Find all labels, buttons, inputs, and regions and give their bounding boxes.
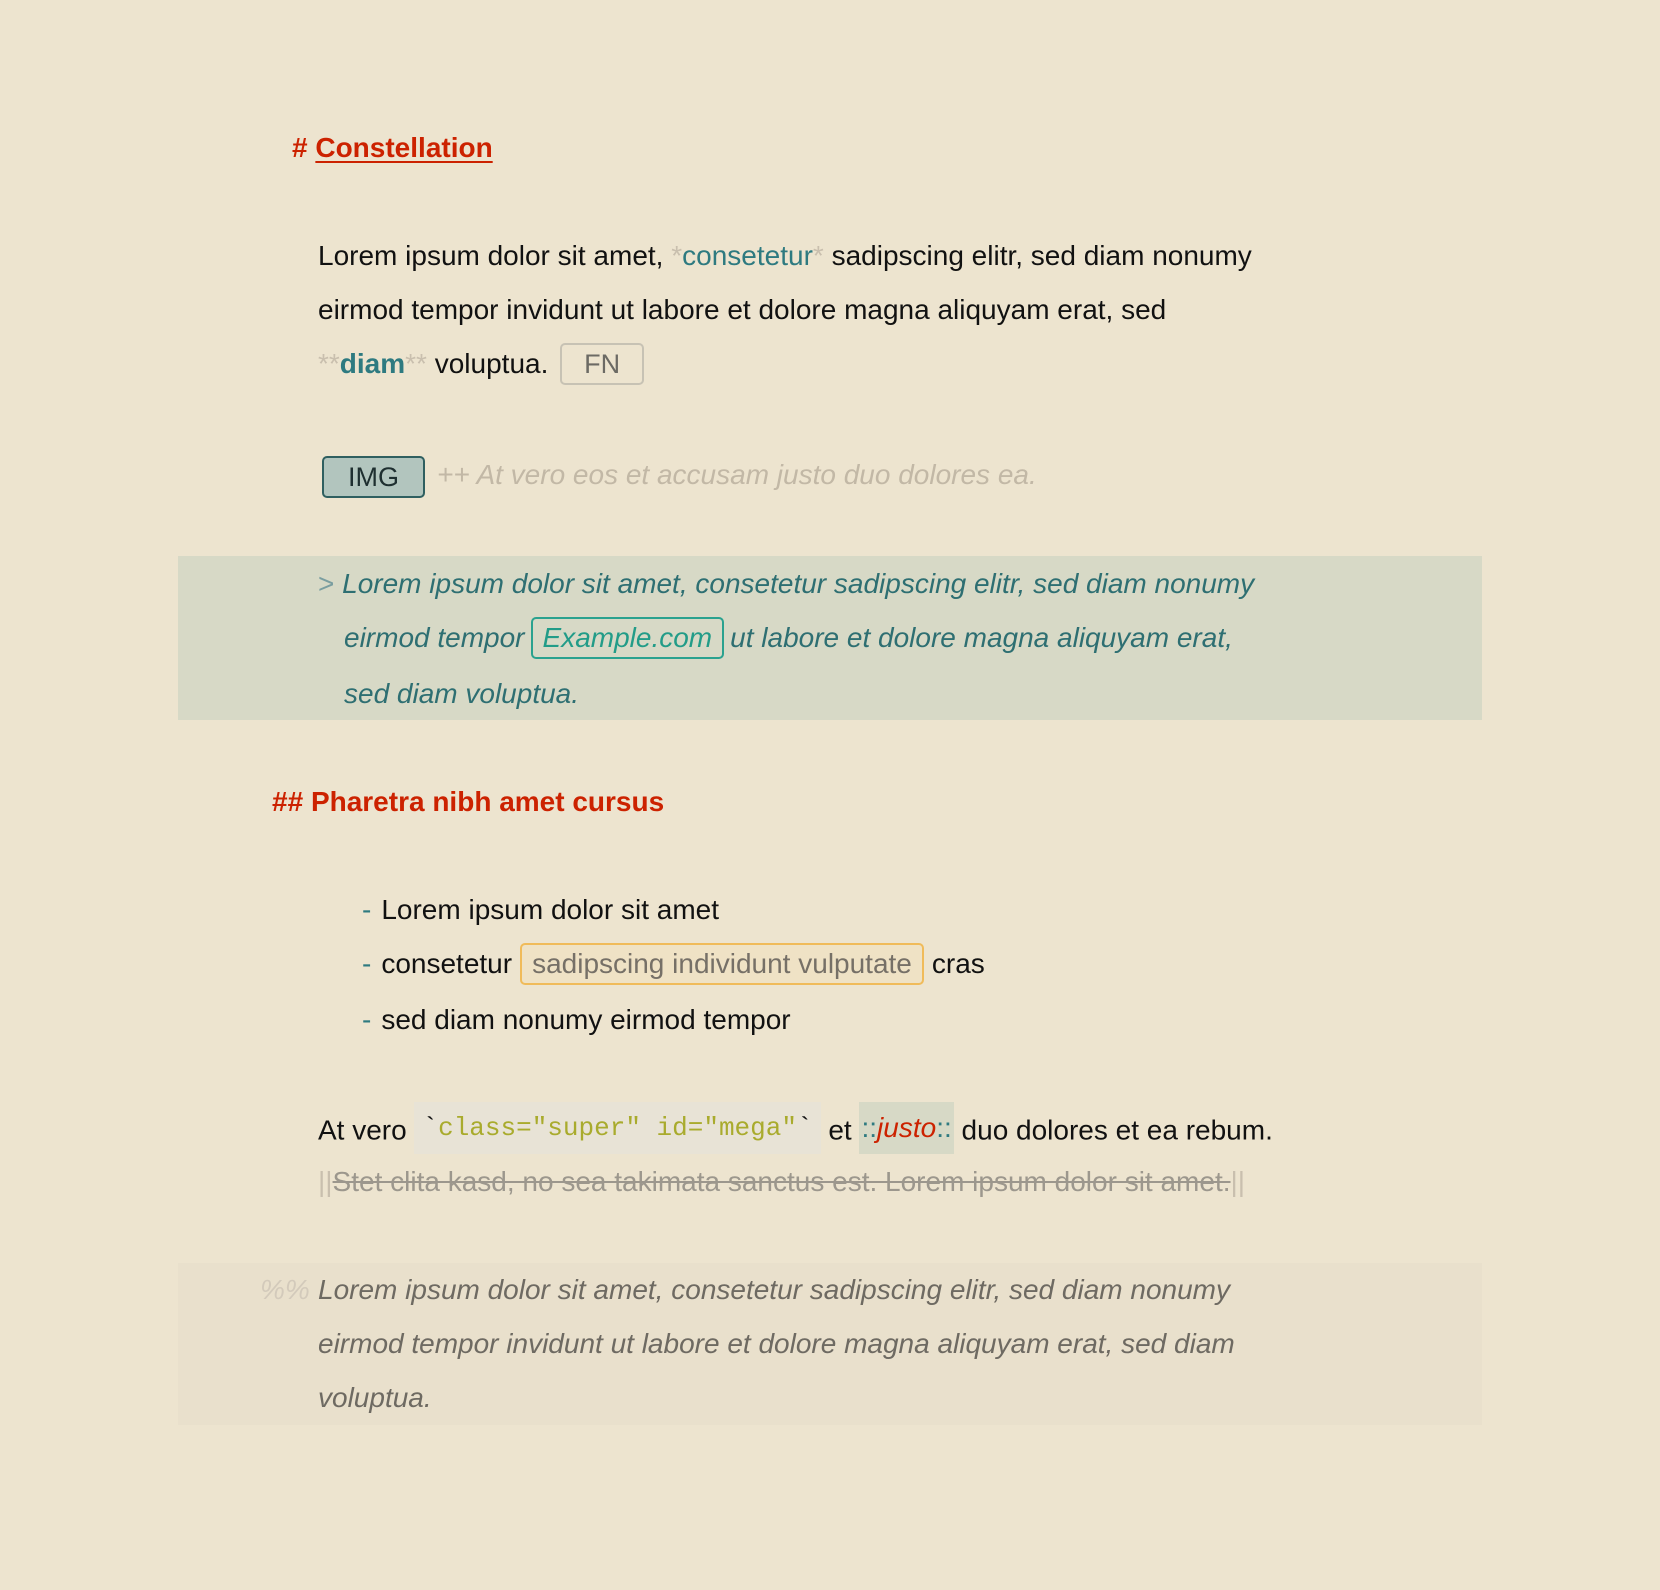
list-dash: -	[362, 894, 372, 925]
tag-marker: ::	[861, 1112, 878, 1143]
paragraph-1-line-2: eirmod tempor invidunt ut labore et dolore magna aliquyam erat, sed	[318, 294, 1167, 325]
image-line	[322, 456, 1037, 498]
code-tick: `	[422, 1113, 439, 1143]
text: voluptua.	[426, 348, 549, 379]
strikethrough-text: Stet clita kasd, no sea takimata sanctus est. Lorem ipsum dolor sit amet.	[332, 1166, 1231, 1197]
footnote-button[interactable]: FN	[560, 343, 644, 385]
list-item-text: sed diam nonumy eirmod tempor	[381, 1004, 791, 1035]
list-item-text: cras	[931, 948, 985, 979]
blockquote-line-1	[318, 566, 1254, 602]
list-dash: -	[362, 1004, 372, 1035]
text: sadipscing elitr, sed diam nonumy	[823, 240, 1252, 271]
image-caption: ++ At vero eos et accusam justo duo dolores ea.	[437, 459, 1037, 491]
heading-2-title: Pharetra nibh amet cursus	[310, 786, 665, 817]
text: ut labore et dolore magna aliquyam erat,	[730, 622, 1233, 653]
tag-marker: ::	[936, 1112, 952, 1143]
heading-2	[272, 784, 664, 820]
text: eirmod tempor	[344, 622, 525, 653]
comment-marker: %%	[260, 1274, 310, 1305]
list-item	[362, 1002, 791, 1038]
link-button[interactable]: Example.com	[531, 617, 725, 659]
emphasis-text: consetetur	[682, 240, 813, 271]
list-dash: -	[362, 948, 372, 979]
comment-line-1: Lorem ipsum dolor sit amet, consetetur sadipscing elitr, sed diam nonumy	[318, 1274, 1230, 1305]
strike-marker: ||	[318, 1166, 333, 1197]
heading-1-marker: #	[292, 132, 308, 163]
image-button[interactable]: IMG	[322, 456, 425, 498]
text: At vero	[318, 1114, 415, 1146]
strong-marker: **	[405, 348, 427, 379]
blockquote-line-2	[344, 620, 1233, 659]
heading-1-title: Constellation	[315, 132, 493, 163]
emphasis-marker: *	[671, 240, 683, 271]
strong-text: diam	[339, 348, 406, 379]
code-tick: `	[796, 1113, 813, 1143]
comment-line-2: eirmod tempor invidunt ut labore et dolore magna aliquyam erat, sed diam	[318, 1328, 1235, 1359]
text: Lorem ipsum dolor sit amet, consetetur sadipscing elitr, sed diam nonumy	[342, 568, 1255, 599]
emphasis-marker: *	[812, 240, 824, 271]
paragraph-2-line-2	[318, 1164, 1245, 1200]
list-item-text: Lorem ipsum dolor sit amet	[381, 894, 720, 925]
code-text: class="super" id="mega"	[438, 1113, 797, 1143]
highlight-button[interactable]: sadipscing individunt vulputate	[520, 943, 924, 985]
tag-word: justo	[877, 1112, 937, 1143]
list-item	[362, 892, 719, 928]
blockquote-line-3: sed diam voluptua.	[344, 678, 580, 709]
comment-line-3: voluptua.	[318, 1382, 432, 1413]
strong-marker: **	[318, 348, 340, 379]
heading-1	[292, 130, 493, 166]
strike-marker: ||	[1230, 1166, 1246, 1197]
inline-tag[interactable]	[859, 1102, 953, 1154]
list-item-text: consetetur	[381, 948, 513, 979]
list-item	[362, 946, 985, 985]
paragraph-1-line-1	[318, 238, 1252, 274]
inline-code	[414, 1102, 820, 1154]
blockquote-marker: >	[318, 568, 335, 599]
heading-2-marker: ##	[272, 786, 304, 817]
text: Lorem ipsum dolor sit amet,	[318, 240, 672, 271]
paragraph-1-line-3	[318, 346, 644, 385]
text: duo dolores et ea rebum.	[953, 1114, 1273, 1146]
paragraph-2-line-1	[318, 1110, 1273, 1154]
text: et	[820, 1114, 860, 1146]
